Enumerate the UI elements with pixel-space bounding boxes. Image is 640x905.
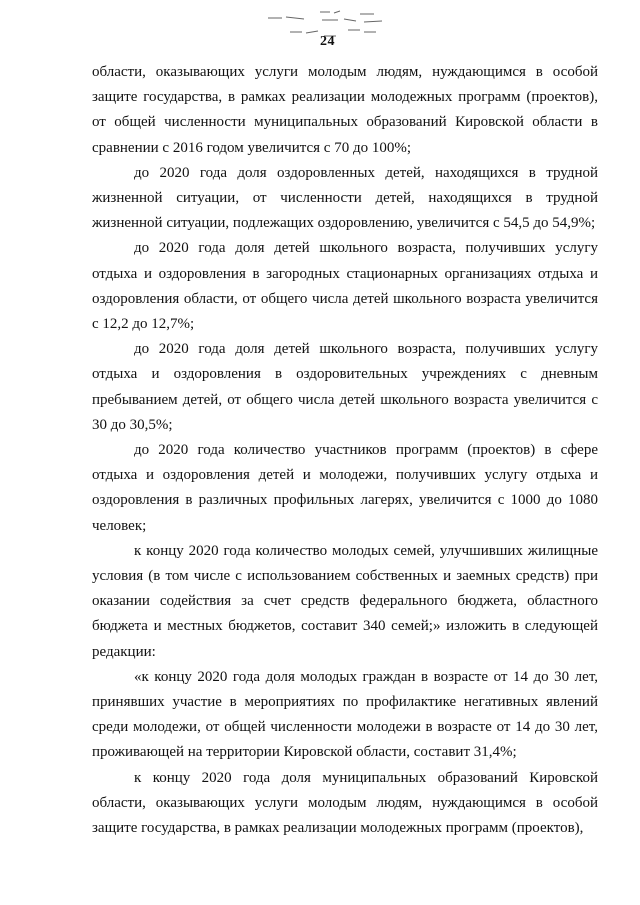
page-number: 24 — [320, 34, 335, 49]
paragraph-8: к концу 2020 года доля муниципальных образований Кировской области, оказывающих услуги молодым людям, нуждающимся в особой защите государства, в рамках реализации молодежных программ (проектов), — [92, 769, 598, 837]
paragraph-5: до 2020 года количество участников программ (проектов) в сфере отдыха и оздоровления детей и молодежи, получивших услугу отдыха и оздоровления в различных профильных лагерях, увеличится с 1000 до 1080 человек; — [92, 442, 598, 534]
paragraph-6: к концу 2020 года количество молодых семей, улучшивших жилищные условия (в том числе с использованием собственных и заемных средств) при оказании содействия за счет средств федерального бюджета, областного бюджета и местных бюджетов, составит 340 семей;» изложить в следующей редакции: — [92, 542, 598, 660]
body-text — [92, 60, 598, 841]
paragraph-1: области, оказывающих услуги молодым людям, нуждающимся в особой защите государства, в рамках реализации молодежных программ (проектов), от общей численности муниципальных образований Кировской области в сравнении с 2016 годом увеличится с 70 до 100%; — [92, 64, 598, 156]
paragraph-2: до 2020 года доля оздоровленных детей, находящихся в трудной жизненной ситуации, от численности детей, находящихся в трудной жизненной ситуации, подлежащих оздоровлению, увеличится с 54,5 до 54,9%; — [92, 164, 598, 232]
paragraph-3: до 2020 года доля детей школьного возраста, получивших услугу отдыха и оздоровления в загородных стационарных организациях отдыха и оздоровления области, от общего числа детей школьного возраста увеличится с 12,2 до 12,7%; — [92, 240, 598, 333]
paragraph-4: до 2020 года доля детей школьного возраста, получивших услугу отдыха и оздоровления в оздоровительных учреждениях с дневным пребыванием детей, от общего числа детей школьного возраста увеличится с 30 до 30,5%; — [92, 341, 598, 433]
paragraph-7: «к концу 2020 года доля молодых граждан в возрасте от 14 до 30 лет, принявших участие в мероприятиях по профилактике негативных явлений среди молодежи, от общей численности молодежи в возрасте от 14 до 30 лет, проживающей на территории Кировской области, составит 31,4%; — [92, 668, 598, 761]
